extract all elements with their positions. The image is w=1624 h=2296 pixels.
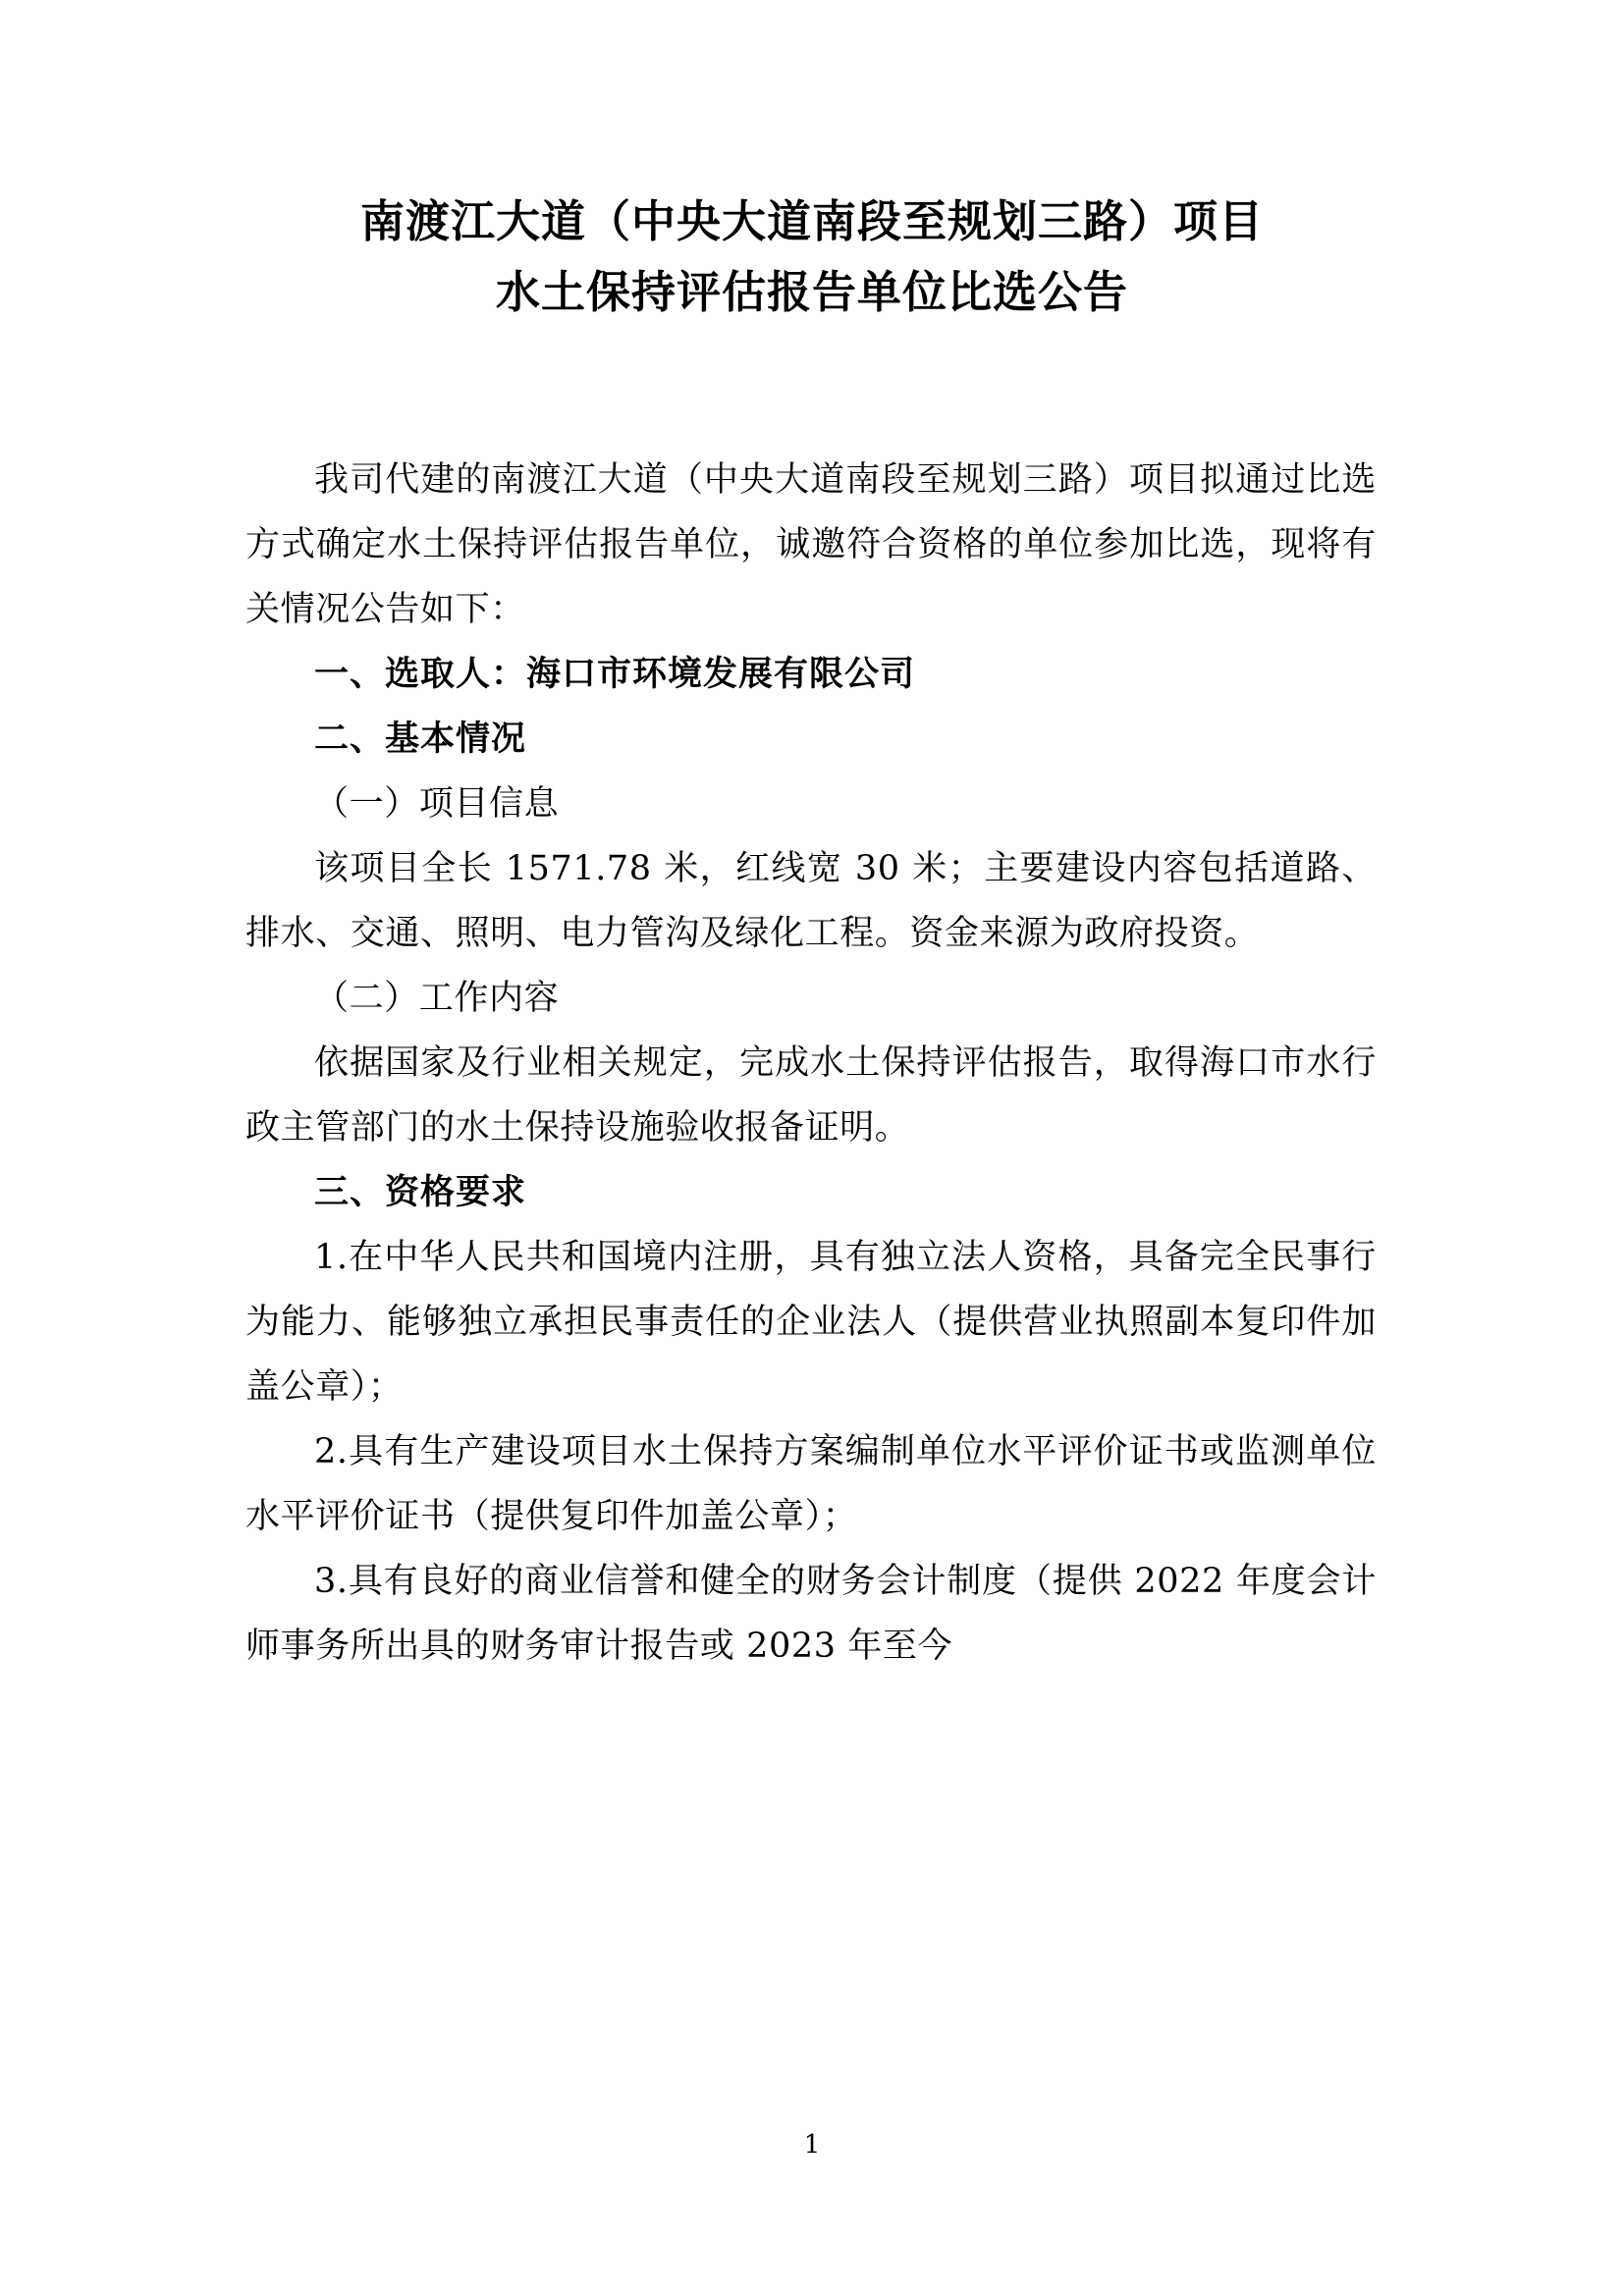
section-heading-selector: 一、选取人：海口市环境发展有限公司 [314,655,916,694]
title-line-2: 水土保持评估报告单位比选公告 [495,266,1128,318]
title-line-1: 南渡江大道（中央大道南段至规划三路）项目 [359,195,1264,247]
qualification-item-1: 1.在中华人民共和国境内注册，具有独立法人资格，具备完全民事行为能力、能够独立承担民事责任的企业法人（提供营业执照副本复印件加盖公章）； [245,1238,1377,1407]
qualification-item-2: 2.具有生产建设项目水土保持方案编制单位水平评价证书或监测单位水平评价证书（提供复印件加盖公章）； [245,1432,1377,1536]
subsection-heading-project-info: （一）项目信息 [314,784,560,824]
document-title [0,187,1624,328]
subsection-body-work-scope: 依据国家及行业相关规定，完成水土保持评估报告，取得海口市水行政主管部门的水土保持设施验收报备证明。 [245,1043,1377,1148]
subsection-body-project-info: 该项目全长 1571.78 米，红线宽 30 米；主要建设内容包括道路、排水、交通、照明、电力管沟及绿化工程。资金来源为政府投资。 [245,849,1377,953]
subsection-heading-work-scope: （二）工作内容 [314,979,560,1018]
document-body [245,448,1377,1679]
section-heading-basic-info: 二、基本情况 [314,720,527,759]
qualification-item-3: 3.具有良好的商业信誉和健全的财务会计制度（提供 2022 年度会计师事务所出具的财务审计报告或 2023 年至今 [245,1562,1377,1666]
section-heading-qualification: 三、资格要求 [314,1173,527,1212]
intro-paragraph: 我司代建的南渡江大道（中央大道南段至规划三路）项目拟通过比选方式确定水土保持评估报告单位，诚邀符合资格的单位参加比选，现将有关情况公告如下： [245,460,1377,629]
page-number: 1 [803,2130,821,2160]
